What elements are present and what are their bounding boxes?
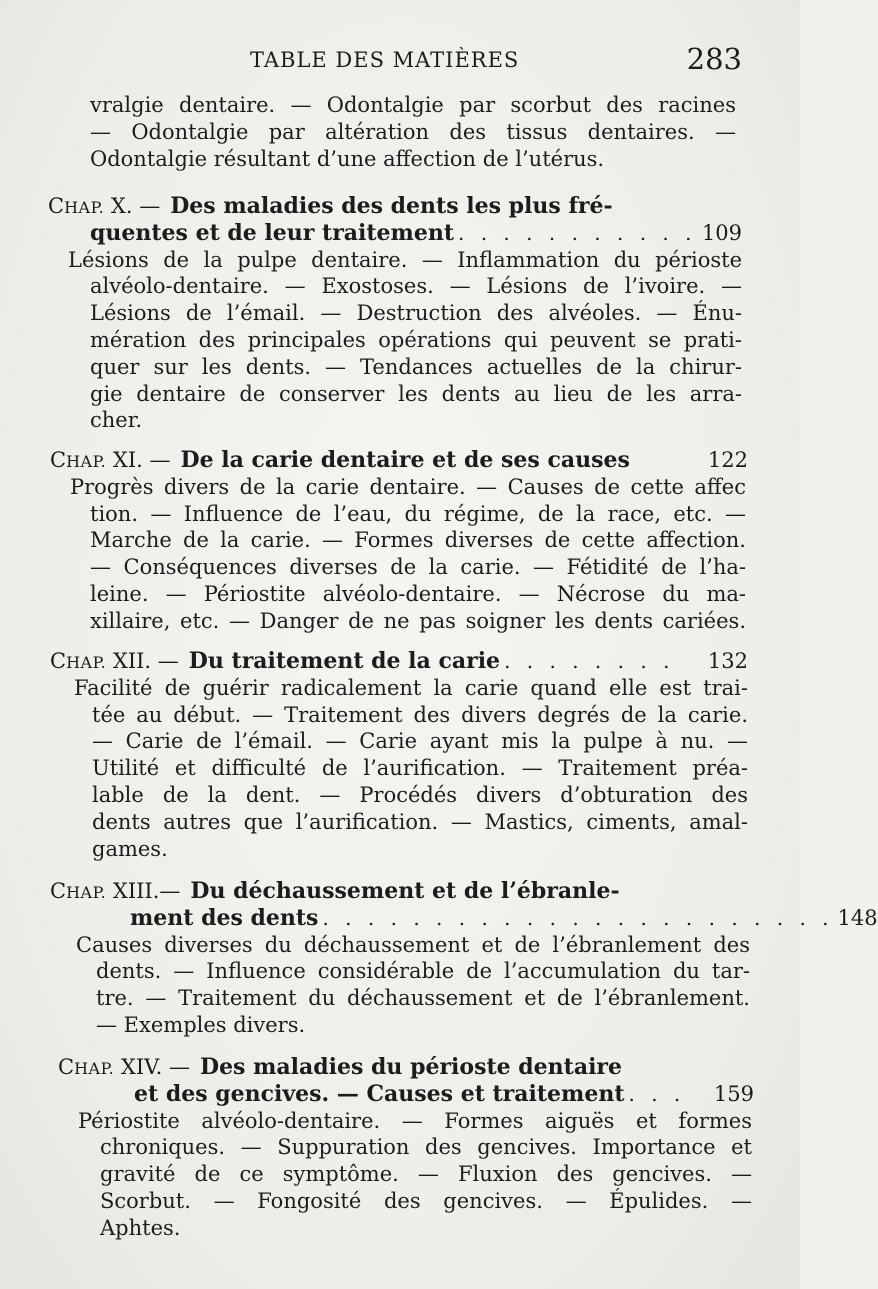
summary-line: Utilité et difficulté de l’aurification. — Traitement préa- bbox=[92, 756, 748, 781]
summary-line: chroniques. — Suppuration des gencives. Importance et bbox=[100, 1135, 752, 1160]
running-header bbox=[0, 40, 800, 84]
chapter-title: De la carie dentaire et de ses causes bbox=[180, 447, 630, 473]
chapter-title-continuation: quentes et de leur traitement . . . . . . . . . . . 109 bbox=[90, 219, 742, 246]
chapter-xiv bbox=[0, 1054, 800, 1242]
chapter-title-continuation: ment des dents . . . . . . . . . . . . . . . . . . . . . . . 148 bbox=[130, 904, 878, 931]
summary-line: quer sur les dents. — Tendances actuelles de la chirur- bbox=[90, 354, 742, 379]
chapter-page: 132 bbox=[707, 649, 748, 673]
summary-line: Progrès divers de la carie dentaire. — Causes de cette affec bbox=[70, 474, 746, 499]
summary-line: dents. — Influence considérable de l’accumulation du tar- bbox=[96, 959, 750, 984]
summary-line: — Exemples divers. bbox=[96, 1012, 306, 1037]
leader-dots: . . . . . . . . bbox=[504, 649, 675, 673]
summary-line: Lésions de l’émail. — Destruction des alvéoles. — Énu- bbox=[90, 301, 742, 326]
chapter-xiii bbox=[0, 878, 878, 1039]
summary-line: games. bbox=[92, 836, 168, 861]
summary-line: Causes diverses du déchaussement et de l’ébranlement des bbox=[76, 932, 750, 957]
chapter-xi bbox=[0, 447, 800, 635]
leader-dots: . . . bbox=[628, 1081, 686, 1106]
chapter-page: 122 bbox=[707, 448, 748, 472]
chapter-label: CHAP. XIII.— bbox=[50, 879, 181, 903]
summary-line: tre. — Traitement du déchaussement et de l’ébranlement. bbox=[96, 986, 750, 1011]
leader-dots: . . . . . . . . . . . bbox=[458, 220, 697, 245]
chapter-title: Des maladies des dents les plus fré- bbox=[170, 193, 613, 219]
summary-line: Facilité de guérir radicalement la carie quand elle est trai- bbox=[74, 675, 748, 700]
chapter-page: 159 bbox=[713, 1081, 754, 1106]
summary-line: Marche de la carie. — Formes diverses de cette affection. bbox=[90, 528, 746, 553]
chapter-page: 148 bbox=[837, 905, 878, 930]
summary-line: Périostite alvéolo-dentaire. — Formes aiguës et formes bbox=[78, 1108, 752, 1133]
summary-line: lable de la dent. — Procédés divers d’obturation des bbox=[92, 782, 748, 807]
summary-line: leine. — Périostite alvéolo-dentaire. — Nécrose du ma- bbox=[90, 581, 746, 606]
chapter-heading bbox=[50, 648, 748, 675]
summary-line: Lésions de la pulpe dentaire. — Inflammation du périoste bbox=[68, 247, 742, 272]
chapter-heading bbox=[50, 878, 710, 905]
summary-line: — Conséquences diverses de la carie. — Fétidité de l’ha- bbox=[90, 555, 746, 580]
chapter-title: Des maladies du périoste dentaire bbox=[199, 1054, 623, 1080]
running-title: TABLE DES MATIÈRES bbox=[250, 48, 520, 72]
summary-line: mération des principales opérations qui peuvent se prati- bbox=[90, 327, 742, 352]
chapter-x bbox=[0, 193, 800, 434]
chapter-label: CHAP. X. — bbox=[48, 194, 161, 218]
chapter-title: Du traitement de la carie bbox=[188, 648, 501, 674]
summary-line: vralgie dentaire. — Odontalgie par scorbut des racines bbox=[90, 93, 736, 117]
summary-line: — Odontalgie par altération des tissus dentaires. — bbox=[90, 119, 736, 144]
chapter-heading bbox=[58, 1054, 718, 1081]
chapter-title-continuation: et des gencives. — Causes et traitement . . . 159 bbox=[134, 1080, 754, 1107]
chapter-heading bbox=[48, 193, 688, 220]
summary-line: gie dentaire de conserver les dents au lieu de les arra- bbox=[90, 381, 742, 406]
chapter-label: CHAP. XIV. — bbox=[58, 1055, 190, 1079]
page-number: 283 bbox=[686, 42, 742, 76]
chapter-xii bbox=[0, 648, 800, 862]
summary-line: — Carie de l’émail. — Carie ayant mis la pulpe à nu. — bbox=[92, 729, 748, 754]
summary-line: tée au début. — Traitement des divers degrés de la carie. bbox=[92, 702, 748, 727]
chapter-page: 109 bbox=[701, 220, 742, 245]
summary-line: Scorbut. — Fongosité des gencives. — Épulides. — bbox=[100, 1188, 752, 1213]
chapter-label: CHAP. XI. — bbox=[50, 448, 171, 472]
chapter-title: Du déchaussement et de l’ébranle- bbox=[190, 878, 620, 904]
summary-line: gravité de ce symptôme. — Fluxion des gencives. — bbox=[100, 1162, 752, 1187]
summary-line: xillaire, etc. — Danger de ne pas soigner les dents cariées. bbox=[90, 608, 746, 633]
summary-line: tion. — Influence de l’eau, du régime, de la race, etc. — bbox=[90, 501, 746, 526]
intro-continuation bbox=[0, 92, 800, 172]
chapter-heading bbox=[50, 447, 748, 474]
summary-line: Odontalgie résultant d’une affection de l’utérus. bbox=[90, 146, 605, 171]
leader-dots: . . . . . . . . . . . . . . . . . . . . . . . bbox=[322, 905, 834, 930]
summary-line: alvéolo-dentaire. — Exostoses. — Lésions de l’ivoire. — bbox=[90, 274, 742, 299]
summary-line: dents autres que l’aurification. — Mastics, ciments, amal- bbox=[92, 809, 748, 834]
chapter-label: CHAP. XII. — bbox=[50, 649, 179, 673]
summary-line: cher. bbox=[90, 408, 143, 433]
summary-line: Aphtes. bbox=[100, 1215, 181, 1240]
